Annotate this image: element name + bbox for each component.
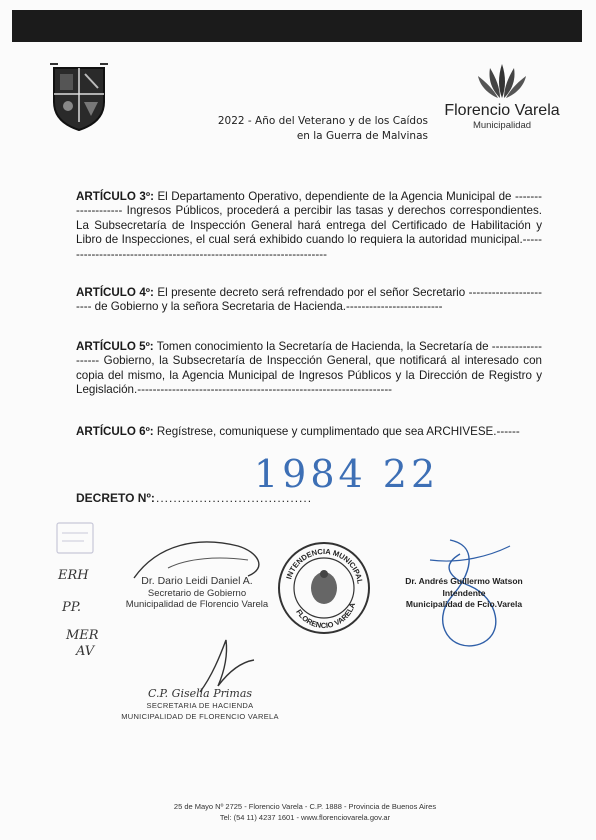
article-text: Tomen conocimiento la Secretaría de Hacienda, la Secretaría de ------------------- Gobierno, la Subsecretaría de Inspección General, que notificará al interesado con copia del mismo, la Agencia Municipal de Ingresos Públicos y la Dirección de Registro y Legislación.------------------------------------------------------------------: [76, 340, 542, 397]
signer-role: SECRETARIA DE HACIENDA: [146, 700, 254, 710]
article-label: ARTÍCULO 6º:: [76, 425, 154, 438]
decree-label: DECRETO Nº:: [76, 491, 155, 505]
municipal-crest-icon: [48, 62, 110, 132]
initials-3: MER: [66, 628, 99, 643]
decree-dots: ....................................: [156, 491, 313, 505]
article-text: El presente decreto será refrendado por el señor Secretario ----------------------- de Gobierno y la señora Secretaria de Hacienda.-------------------------: [76, 286, 542, 314]
signer-name: Dr. Andrés Guillermo Watson: [405, 576, 523, 586]
scan-top-bar: [12, 10, 582, 42]
signature-hacienda: [120, 688, 280, 723]
footer-contact: [120, 802, 490, 823]
article-label: ARTÍCULO 5º:: [76, 340, 154, 353]
initials-1: ERH: [58, 568, 89, 583]
florencio-varela-logo: [440, 62, 564, 142]
article-3: [76, 190, 542, 262]
signer-org: Municipalidad de Florencio Varela: [125, 599, 269, 610]
seal-text-bottom: FLORENCIO VARELA: [294, 601, 358, 631]
signature-intendente: [404, 576, 524, 611]
article-5: [76, 340, 542, 398]
year-motto: [200, 114, 428, 144]
motto-line-1: 2022 - Año del Veterano y de los Caídos: [217, 115, 428, 127]
logo-name: Florencio Varela: [444, 102, 560, 119]
footer-address: 25 de Mayo Nº 2725 - Florencio Varela - C.P. 1888 - Provincia de Buenos Aires: [173, 802, 437, 811]
article-4: [76, 286, 542, 315]
flower-logo-icon: [472, 62, 532, 100]
intendencia-seal-icon: [276, 540, 372, 636]
footer-phone-web: Tel: (54 11) 4237 1601 - www.florenciovarela.gov.ar: [219, 812, 391, 822]
signer-role: Secretario de Gobierno: [147, 587, 247, 599]
decree-number-stamp: 1984 22: [254, 452, 440, 496]
article-text: Regístrese, comuniquese y cumplimentado que sea ARCHIVESE.------: [156, 425, 520, 438]
signer-org: Municipalidad de Fcio.Varela: [405, 599, 523, 609]
article-6: [76, 425, 542, 439]
initials-4: AV: [76, 644, 95, 659]
signer-name: Dr. Dario Leidi Daniel A.: [141, 575, 253, 587]
side-stamp-icon: [56, 522, 96, 556]
article-label: ARTÍCULO 4º:: [76, 286, 154, 299]
signer-name: C.P. Gisella Primas: [147, 687, 253, 700]
signature-gobierno: [122, 576, 272, 611]
motto-line-2: en la Guerra de Malvinas: [296, 130, 428, 142]
article-text: El Departamento Operativo, dependiente de la Agencia Municipal de ------------------- Ingresos Públicos, procederá a percibir las tasas y derechos correspondientes. La Subsecretaría de Inspección General hará entrega del Certificado de Habilitación y Libro de Inspecciones, el cual será exhibido cuando lo requiera la autoridad municipal.----------------------------------------------------------------------: [76, 190, 542, 261]
signer-role: Intendente: [442, 587, 486, 598]
initials-2: PP.: [62, 600, 81, 615]
article-label: ARTÍCULO 3º:: [76, 190, 154, 203]
seal-text-top: INTENDENCIA MUNICIPAL: [284, 546, 365, 585]
logo-subtitle: Municipalidad: [472, 120, 532, 131]
signer-org: MUNICIPALIDAD DE FLORENCIO VARELA: [121, 712, 279, 721]
